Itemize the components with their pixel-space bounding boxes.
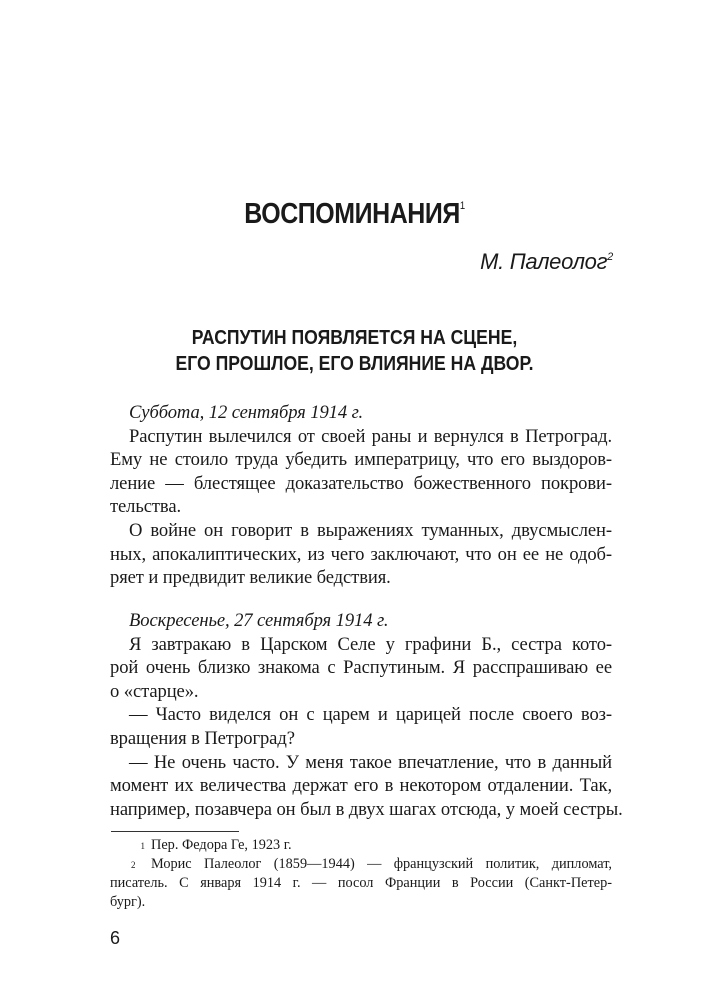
entry-date: Воскресенье, 27 сентября 1914 г. (129, 610, 389, 631)
chapter-heading (43, 325, 667, 377)
paragraph-line: рой очень близко знакома с Распутиным. Я расспрашиваю ее (110, 657, 612, 679)
footnote-line: писатель. С января 1914 г. — посол Франции в России (Санкт-Петер- (110, 875, 612, 891)
paragraph-line: о «старце». (110, 680, 199, 702)
title-text: ВОСПОМИНАНИЯ (244, 198, 460, 230)
entry-date: Суббота, 12 сентября 1914 г. (129, 402, 364, 423)
footnote-divider (111, 831, 239, 832)
footnotes (110, 836, 612, 912)
paragraph-line: тельства. (110, 496, 182, 518)
diary-entry (110, 401, 612, 590)
author-footnote-ref: 2 (607, 251, 613, 263)
paragraph-line: Распутин вылечился от своей раны и вернулся в Петроград. (129, 425, 612, 447)
paragraph-line: момент их величества держат его в некотором отдалении. Так, (110, 775, 612, 797)
diary-entry (110, 609, 623, 821)
paragraph-line: — Не очень часто. У меня такое впечатление, что в данный (129, 751, 612, 773)
paragraph-line: Я завтракаю в Царском Селе у графини Б., сестра кото- (129, 633, 612, 655)
paragraph-line: ление — блестящее доказательство божественного покрови- (110, 472, 612, 494)
paragraph-line: О войне он говорит в выражениях туманных, двусмыслен- (129, 519, 612, 541)
page-number: 6 (110, 928, 121, 948)
footnote-number: 2 (131, 860, 136, 870)
author-byline (480, 249, 613, 275)
footnote-text: Морис Палеолог (1859—1944) — французский политик, дипломат, (151, 856, 612, 872)
author-name: М. Палеолог (480, 249, 608, 274)
footnote (110, 855, 612, 874)
footnote-line: бург). (110, 894, 146, 910)
paragraph-line: Ему не стоило труда убедить императрицу, что его выздоров- (110, 449, 612, 471)
paragraph-line: ных, апокалиптических, из чего заключают, что он ее не одоб- (110, 543, 612, 565)
paragraph-line: — Часто виделся он с царем и царицей после своего воз- (129, 704, 612, 726)
footnote-text: Пер. Федора Ге, 1923 г. (151, 837, 292, 853)
title-footnote-ref: 1 (459, 200, 465, 212)
page-title (50, 198, 660, 231)
chapter-heading-line: РАСПУТИН ПОЯВЛЯЕТСЯ НА СЦЕНЕ, (191, 327, 518, 349)
paragraph-line: например, позавчера он был в двух шагах отсюда, у моей сестры. (110, 798, 623, 820)
footnote (110, 836, 612, 855)
paragraph-line: вращения в Петроград? (110, 727, 295, 749)
paragraph-line: ряет и предвидит великие бедствия. (110, 567, 391, 589)
chapter-heading-line: ЕГО ПРОШЛОЕ, ЕГО ВЛИЯНИЕ НА ДВОР. (175, 353, 534, 375)
footnote-number: 1 (140, 841, 145, 851)
